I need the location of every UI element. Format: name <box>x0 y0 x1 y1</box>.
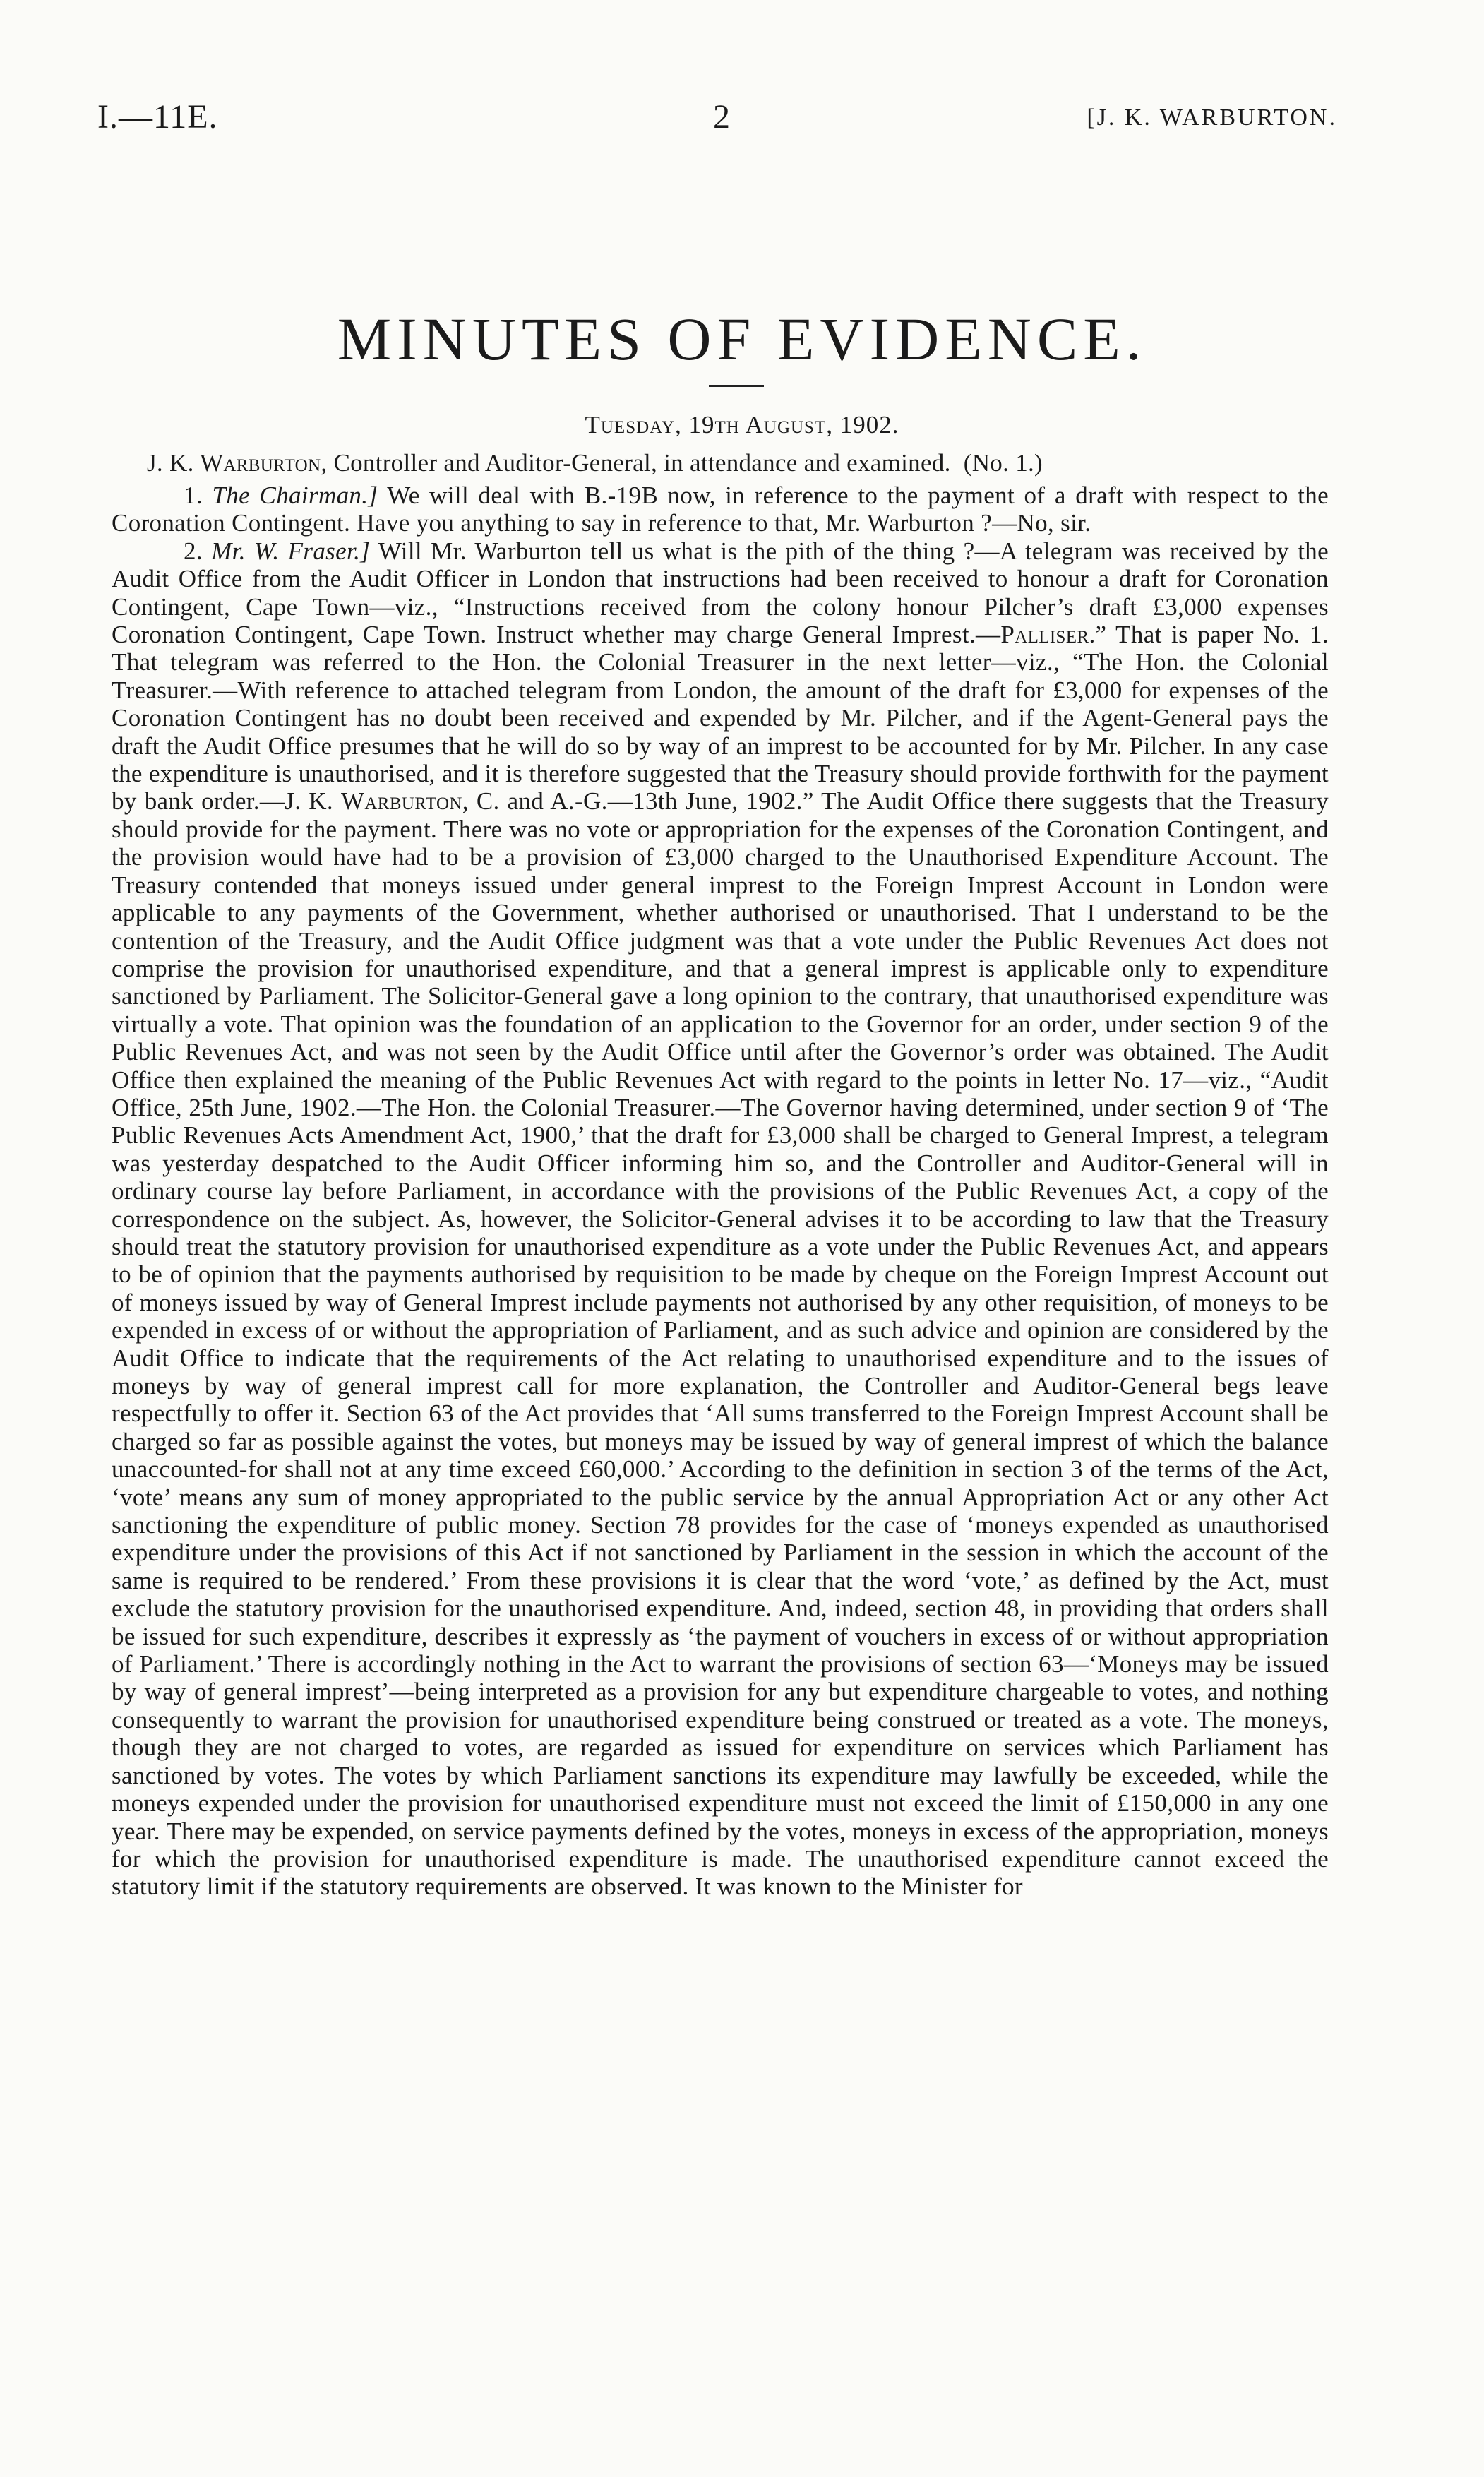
page-number: 2 <box>713 98 730 136</box>
question-text: , C. and A.-G.—13th June, 1902.” The Audit Office there suggests that the Treasury should provide for the payment. There was no vote or appropriation for the expenses of the Coronation Contingent, and the provision would have had to be a provision of £3,000 charged to the Unauthorised Expenditure Account. The Treasury contended that moneys issued under general imprest to the Foreign Imprest Account in London were applicable to any payments of the Government, whether authorised or unauthorised. That I understand to be the contention of the Treasury, and the Audit Office judgment was that a vote under the Public Revenues Act does not comprise the provision for unauthorised expenditure, and that a general imprest is applicable only to expenditure sanctioned by Parliament. The Solicitor-General gave a long opinion to the contrary, that unauthorised expenditure was virtually a vote. That opinion was the foundation of an application to the Governor for an order, under section 9 of the Public Revenues Act, and was not seen by the Audit Office until after the Governor’s order was obtained. The Audit Office then explained the meaning of the Public Revenues Act with regard to the points in letter No. 17—viz., “Audit Office, 25th June, 1902.—The Hon. the Colonial Treasurer.—The Governor having determined, under section 9 of ‘The Public Revenues Acts Amendment Act, 1900,’ that the draft for £3,000 shall be charged to General Imprest, a telegram was yesterday despatched to the Audit Officer informing him so, and the Controller and Auditor-General will in ordinary course lay before Parliament, in accordance with the provisions of the Public Revenues Act, a copy of the correspondence on the subject. As, however, the Solicitor-General advises it to be according to law that the Treasury should treat the statutory provision for unauthorised expenditure as a vote under the Public Revenues Act, and appears to be of opinion that the payments authorised by requisition to be made by cheque on the Foreign Imprest Account out of moneys issued by way of General Imprest include payments not authorised by any other requisition, of moneys to be expended in excess of or without the appropriation of Parliament, and as such advice and opinion are considered by the Audit Office to indicate that the requirements of the Act relating to unauthorised expenditure and to the issues of moneys by way of general imprest call for more explanation, the Controller and Auditor-General begs leave respectfully to offer it. Section 63 of the Act provides that ‘All sums transferred to the Foreign Imprest Account shall be charged so far as possible against the votes, but moneys may be issued by way of general imprest of which the balance unaccounted-for shall not at any time exceed £60,000.’ According to the definition in section 3 of the terms of the Act, ‘vote’ means any sum of money appropriated to the public service by the annual Appropriation Act or any other Act sanctioning the expenditure of public money. Section 78 provides for the case of ‘moneys expended as unauthorised expenditure under the provisions of this Act if not sanctioned by Parliament in the session in which the account of the same is required to be rendered.’ From these provisions it is clear that the word ‘vote,’ as defined by the Act, must exclude the statutory provision for the unauthorised expenditure. And, indeed, section 48, in providing that orders shall be issued for such expenditure, describes it expressly as ‘the payment of vouchers in excess of or without appropriation of Parliament.’ There is accordingly nothing in the Act to warrant the provisions of section 63—‘Moneys may be issued by way of general imprest’—being interpreted as a provision for any but expenditure chargeable to votes, and nothing consequently to warrant the provision for unauthorised expenditure being construed or treated as a vote. The moneys, though they are not charged to votes, are regarded as issued for expenditure on services which Parliament has sanctioned by votes. The votes by which Parliament sanctions its expenditure may lawfully be exceeded, while the moneys expended under the provision for unauthorised expenditure must not exceed the limit of £150,000 in any one year. There may be expended, on service payments defined by the votes, moneys in excess of the appropriation, moneys for which the provision for unauthorised expenditure is made. The unauthorised expenditure cannot exceed the statutory limit if the statutory requirements are observed. It was known to the Minister for <box>112 787 1329 1901</box>
witness-name: J. K. Warburton <box>147 449 321 477</box>
question-1 <box>112 482 1329 537</box>
question-2 <box>112 537 1329 1901</box>
question-text: We will deal with B.-19B now, in reference to the payment of a draft with respect to the Coronation Contingent. Have you anything to say in reference to that, Mr. Warburton ?—No, sir. <box>112 482 1329 537</box>
speaker: Mr. W. Fraser.] <box>211 537 371 565</box>
witness-description: , Controller and Auditor-General, in attendance and examined. <box>321 449 951 477</box>
question-number: 2. <box>184 537 203 565</box>
speaker: The Chairman.] <box>212 482 378 509</box>
question-number: 1. <box>184 482 203 509</box>
signature-palliser: Palliser <box>1000 621 1089 649</box>
page-title: MINUTES OF EVIDENCE. <box>337 305 1147 373</box>
question-text: Will Mr. Warburton tell us what is the pith of the thing ?—A telegram was received by the Audit Office from the Audit Officer in London that instructions had been received to honour a draft for Coronation Contingent, Cape Town—viz., “Instructions received from the colony honour Pilcher’s draft £3,000 expenses Coronation Contingent, Cape Town. Instruct whether may charge General Imprest.— <box>112 537 1329 649</box>
witness-running-head: [J. K. WARBURTON. <box>1087 105 1337 131</box>
title-divider <box>709 385 764 387</box>
evidence-number: (No. 1.) <box>963 449 1043 477</box>
witness-line <box>147 449 1326 477</box>
parliamentary-paper-reference: I.—11E. <box>97 98 218 136</box>
evidence-body <box>112 482 1329 1901</box>
question-text: .” That is paper No. 1. That telegram was referred to the Hon. the Colonial Treasurer in the next letter—viz., “The Hon. the Colonial Treasurer.—With reference to attached telegram from London, the amount of the draft for £3,000 for expenses of the Coronation Contingent has no doubt been received and expended by Mr. Pilcher, and if the Agent-General pays the draft the Audit Office presumes that he will do so by way of an imprest to be accounted for by Mr. Pilcher. In any case the expenditure is unauthorised, and it is therefore suggested that the Treasury should provide forthwith for the payment by bank order.—J. K. <box>112 621 1329 816</box>
sitting-date: Tuesday, 19th August, 1902. <box>585 411 899 438</box>
signature-warburton: Warburton <box>341 787 462 816</box>
